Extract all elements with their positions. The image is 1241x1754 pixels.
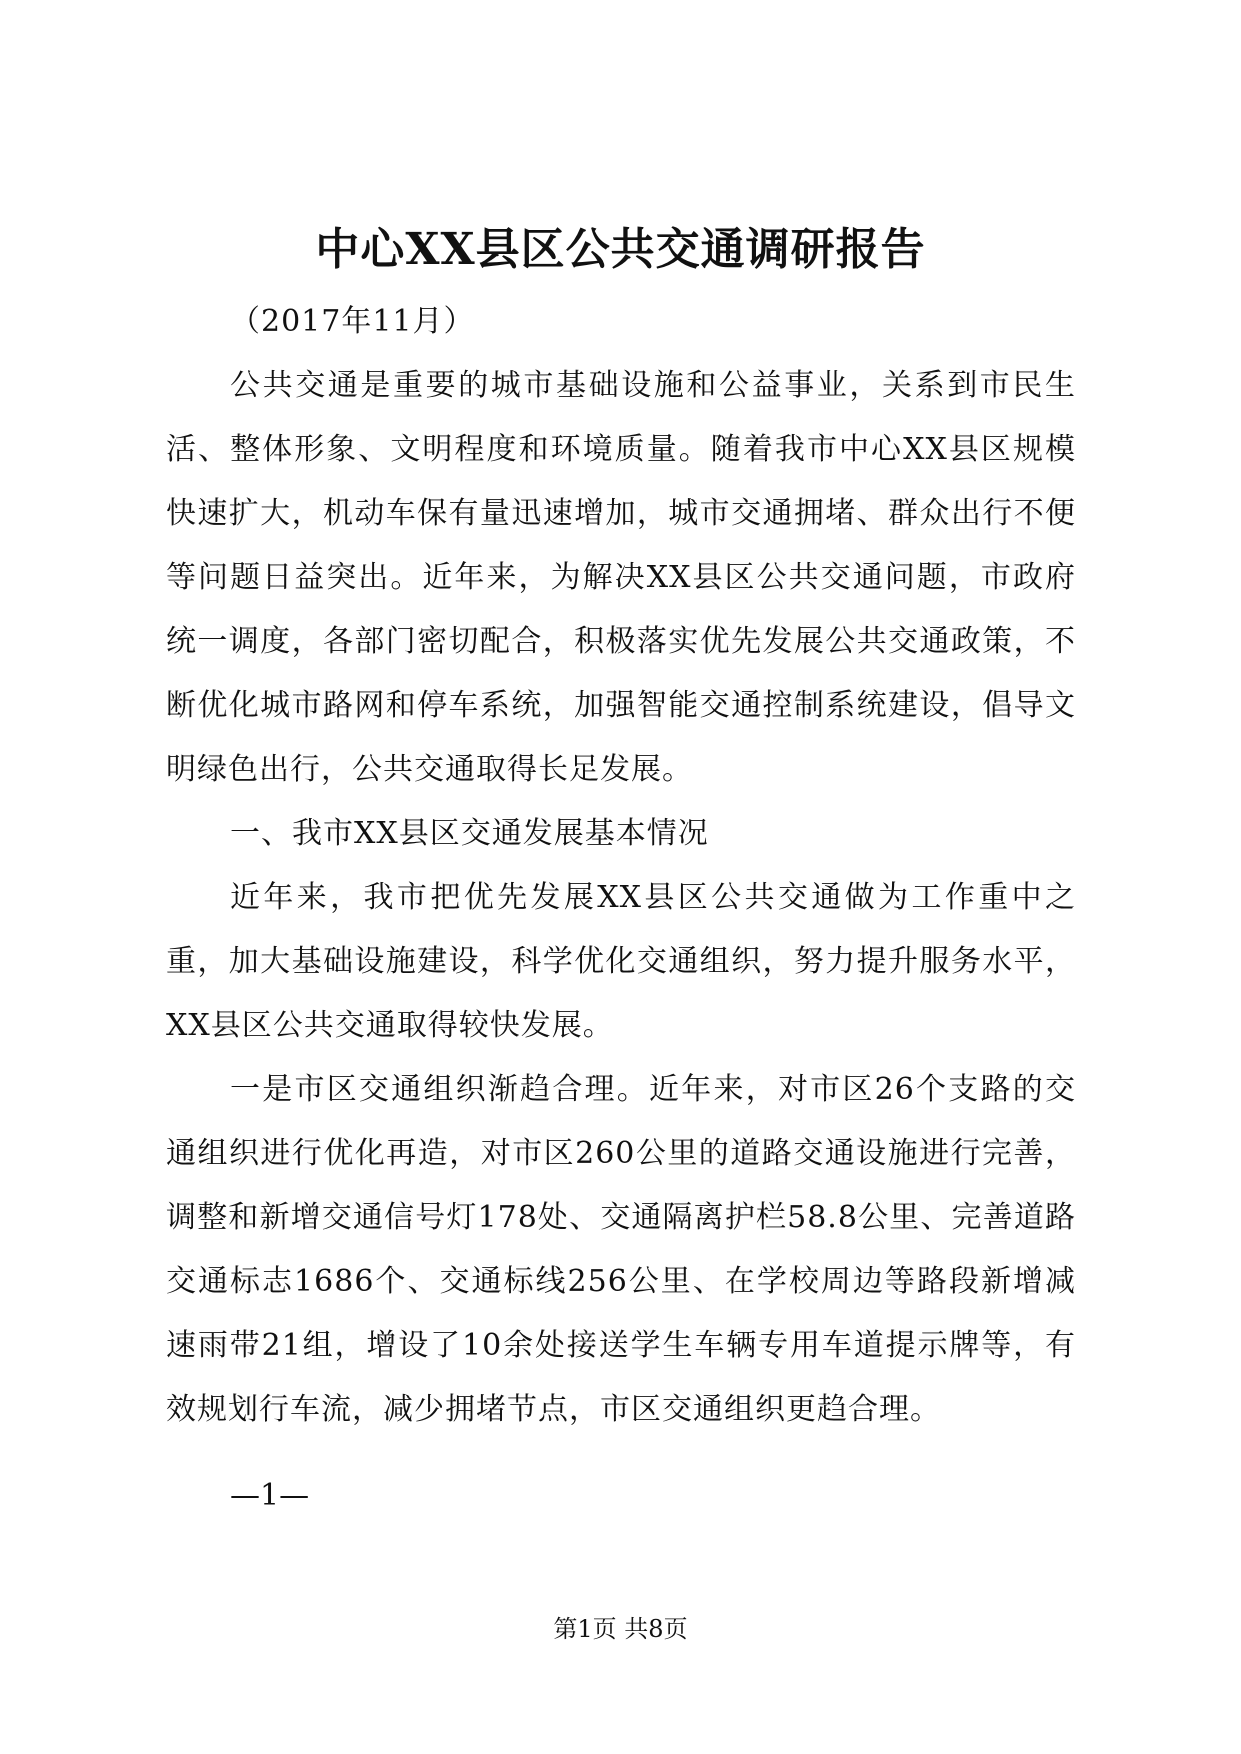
- paragraph-overview: 近年来，我市把优先发展XX县区公共交通做为工作重中之重，加大基础设施建设，科学优化交通组织，努力提升服务水平，XX县区公共交通取得较快发展。: [166, 880, 1076, 1043]
- paragraph-point-1: 一是市区交通组织渐趋合理。近年来，对市区26个支路的交通组织进行优化再造，对市区260公里的道路交通设施进行完善，调整和新增交通信号灯178处、交通隔离护栏58.8公里、完善道路交通标志1686个、交通标线256公里、在学校周边等路段新增减速雨带21组，增设了10余处接送学生车辆专用车道提示牌等，有效规划行车流，减少拥堵节点，市区交通组织更趋合理。: [166, 1072, 1076, 1427]
- page-number-mark: —1—: [230, 1478, 310, 1513]
- section-heading-1: 一、我市XX县区交通发展基本情况: [230, 816, 709, 851]
- document-body: [166, 290, 1076, 1442]
- page-footer: 第1页 共8页: [553, 1615, 688, 1643]
- document-date: （2017年11月）: [230, 304, 475, 339]
- paragraph-intro: 公共交通是重要的城市基础设施和公益事业，关系到市民生活、整体形象、文明程度和环境质量。随着我市中心XX县区规模快速扩大，机动车保有量迅速增加，城市交通拥堵、群众出行不便等问题日益突出。近年来，为解决XX县区公共交通问题，市政府统一调度，各部门密切配合，积极落实优先发展公共交通政策，不断优化城市路网和停车系统，加强智能交通控制系统建设，倡导文明绿色出行，公共交通取得长足发展。: [166, 368, 1076, 787]
- document-title: 中心XX县区公共交通调研报告: [315, 224, 926, 275]
